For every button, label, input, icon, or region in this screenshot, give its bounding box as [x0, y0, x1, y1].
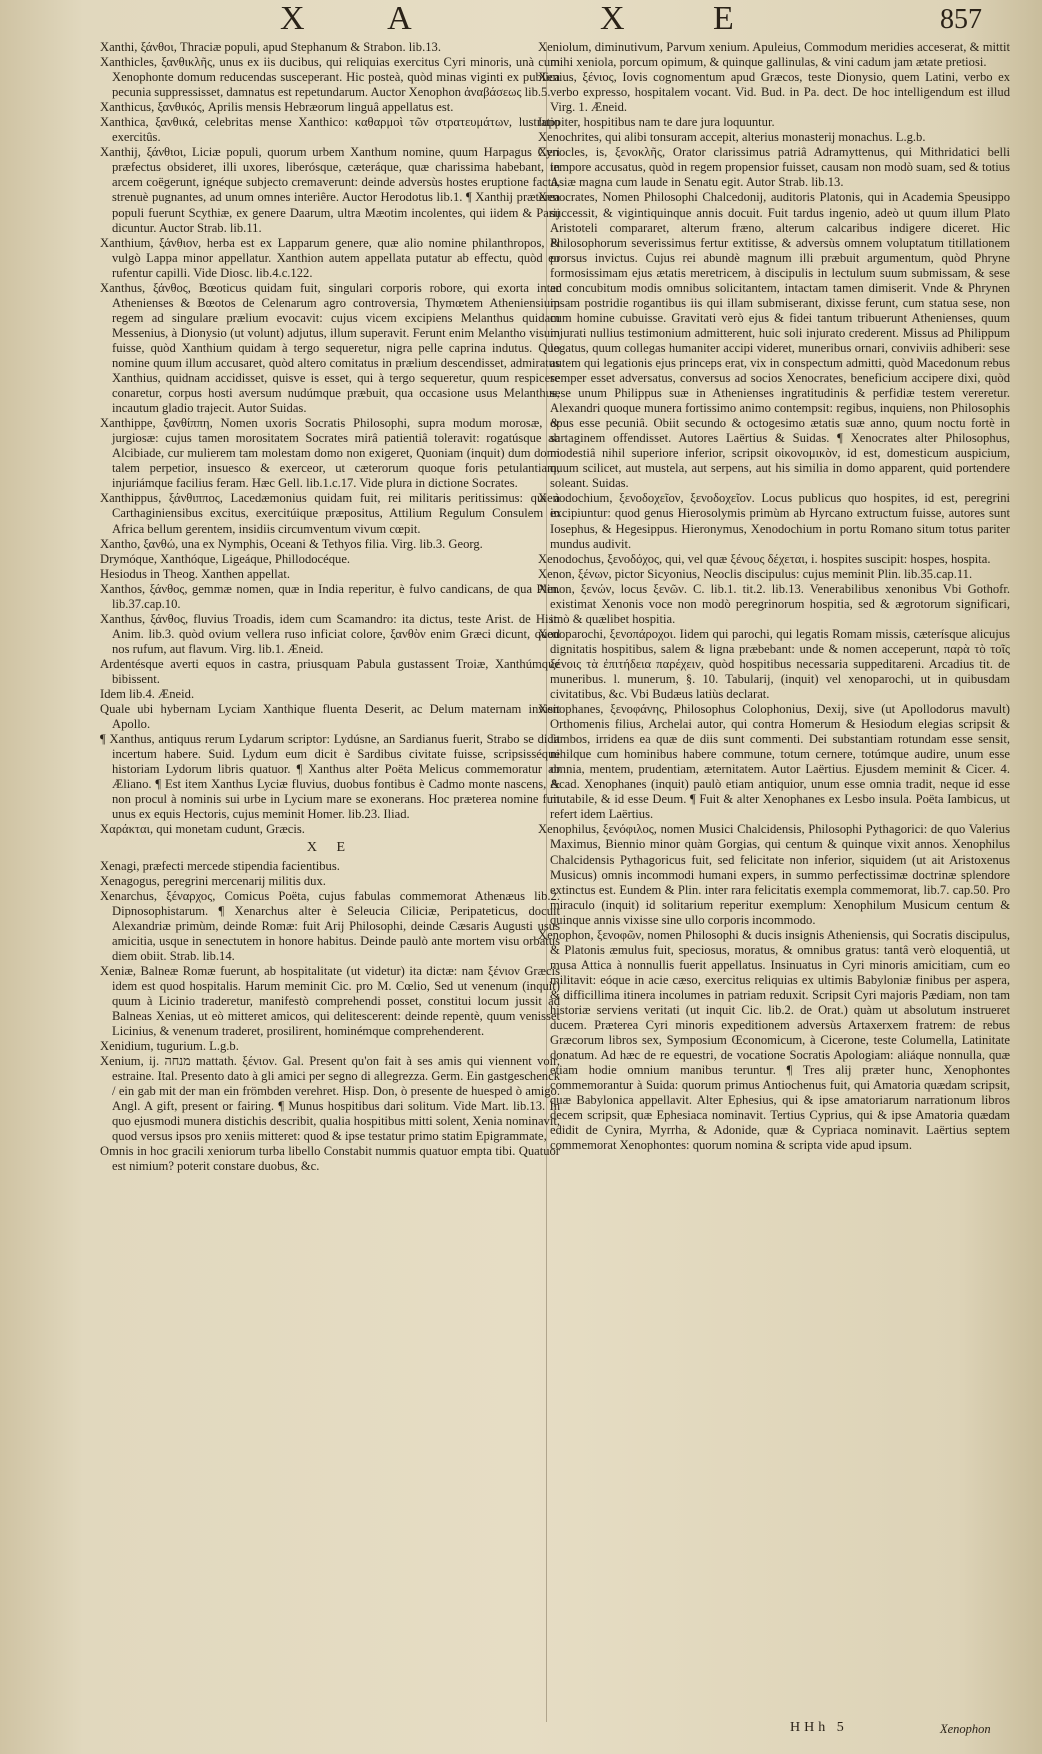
dictionary-entry: Xenon, ξένων, pictor Sicyonius, Neoclis discipulus: cujus meminit Plin. lib.35.cap.11. [538, 566, 973, 581]
dictionary-entry: Quale ubi hybernam Lyciam Xanthique fluenta Deserit, ac Delum maternam invisit Apollo. [100, 702, 560, 732]
dictionary-entry: Xenocrates, Nomen Philosophi Chalcedonij, auditoris Platonis, qui in Academia Speusippo successit, & vigintiquinque annis docuit. Fuit tardus ingenio, adeò ut quum illum Plato Aristoteli compararet, alterum fræno, alterum calcaribus indigere diceret. Hic Philosophorum severissimus fertur extitisse, & adversùs omnem voluptatum titillationem prorsus invictus. Cujus rei abundè magnum illi præbuit argumentum, quòd Phryne formosissimam ejus ætatis meretricem, à discipulis in lectulum suum submissam, & sese ad concubitum modis omnibus solicitantem, intactam tamen dimiserit. Vnde & Phrynen ipsam postridie rogantibus iis qui illam submiserant, dixisse ferunt, cum statua sese, non cum homine cubuisse. Gravitati verò ejus & fidei tantum tribuerunt Athenienses, quum injurati nullius testimonium admitterent, huic soli injurato crederent. Missus ad Philippum legatus, quum collegas humaniter accipi videret, muneribus ornari, conviviis adhiberi: sese autem qui legationis ejus princeps erat, vix in conspectum admitti, quòd Macedonum rebus semper esset adversatus, conversus ad socios Xenocrates, beneficium accipere dixi, quòd sese unum Philippus suæ in Athenienses ingratitudinis & perfidiæ testem vereretur. Alexandri quoque munera fortissimo animo contempsit: regibus, inquiens, non Philosophis opus esse pecuniâ. Obiit secundo & octogesimo ætatis suæ anno, quum noctu fortè in sartaginem offendisset. Autores Laërtius & Suidas. ¶ Xenocrates alter Philosophus, modestiâ nihil superiore inferior, scripsit οἰκονομικὸν, id est, domesticum auspicium, quum scilicet, aut mustela, aut serpens, aut his similia in domo apparent, quid portendere soleant. Suidas. [538, 190, 1010, 491]
dictionary-entry: Drymóque, Xanthóque, Ligeáque, Phillodocéque. [100, 551, 351, 566]
dictionary-entry: Xenoparochi, ξενοπάροχοι. Iidem qui parochi, qui legatis Romam missis, cæterísque alicujus dignitatis hospitibus, salem & ligna præbebant: unde & nomen acceperunt, παρὰ τὸ τοῖς ξένοις τὰ ἐπιτήδεια παρέχειν, quòd hospitibus necessaria suppeditareni. Arcadius tit. de muneribus. l. munerum, §. 10. Tabularij, (inquit) vel xenoparochi, ut in quibusdam civitatibus, &c. Vbi Budæus latiùs declarat. [538, 626, 1010, 702]
dictionary-entry: Idem lib.4. Æneid. [100, 687, 195, 702]
left-column [100, 40, 560, 1175]
running-head-left: X A [280, 0, 450, 37]
dictionary-entry: ¶ Xanthus, antiquus rerum Lydarum scriptor: Lydúsne, an Sardianus fuerit, Strabo se dicit incertum habere. Suid. Lydum eum dicit è Sardibus civitate fuisse, scripsisséque historiam Lydorum libris quatuor. ¶ Xanthus alter Poëta Melicus commemoratur ab Æliano. ¶ Est item Xanthus Lyciæ fluvius, duobus fontibus è Cadmo monte nascens, & non procul à nominis sui urbe in Lycium mare se exonerans. Hoc præterea nomine fuit unus ex equis Hectoris, cujus meminit Homer. lib.23. Iliad. [100, 732, 560, 822]
dictionary-entry: Xenagi, præfecti mercede stipendia facientibus. [100, 858, 340, 873]
dictionary-entry: Xanthus, ξάνθος, fluvius Troadis, idem cum Scamandro: ita dictus, teste Arist. de Hist. Anim. lib.3. quòd ovium vellera ruso inficiat colore, ξανθὸν enim Græci dicunt, quod nos rufum, aut flavum. Virg. lib.1. Æneid. [100, 611, 560, 656]
dictionary-entry: Xanthij, ξάνθιοι, Liciæ populi, quorum urbem Xanthum nomine, quum Harpagus Cyri præfectus obsideret, illi uxores, liberósque, cæteráque, quæ charissima habebant, in arcem coëgerunt, ignéque subjecto cremaverunt: deinde adversùs hostes eruptione facta, strenuè pugnantes, ad unum omnes interiêre. Auctor Herodotus lib.1. ¶ Xanthij præterea populi fuerunt Scythiæ, ex genere Daarum, ultra Mæotim incolentes, qui iidem & Parij dicuntur. Auctor Strab. lib.11. [100, 145, 560, 235]
section-heading: X E [306, 840, 354, 856]
page-number: 857 [940, 4, 982, 35]
dictionary-entry: Xenarchus, ξέναρχος, Comicus Poëta, cujus fabulas commemorat Athenæus lib.2. Dipnosophistarum. ¶ Xenarchus alter è Seleucia Ciliciæ, Peripateticus, docuit Alexandriæ primùm, deinde Romæ: fuit Arij Philosophi, deinde Cæsaris Augusti usus amicitia, usque in senectutem in honore habitus. Deinde paulò ante mortem visu orbatus diem obiit. Strab. lib.14. [100, 888, 560, 963]
dictionary-entry: Xanthicus, ξανθικός, Aprilis mensis Hebræorum linguâ appellatus est. [100, 100, 454, 115]
running-head-center: X E [600, 0, 774, 37]
dictionary-entry: Xanthicles, ξανθικλῆς, unus ex iis ducibus, qui reliquias exercitus Cyri minoris, unà cum Xenophonte domum reducendas susceperant. Hic posteà, quòd minas viginti ex publica pecunia suppressisset, damnatus est repetundarum. Auctor Xenophon ἀναβάσεως lib.5. [100, 55, 560, 100]
dictionary-entry: Xenon, ξενών, locus ξενῶν. C. lib.1. tit.2. lib.13. Venerabilibus xenonibus Vbi Gothofr. existimat Xenonis voce non modò peregrinorum hospitia, sed & ægrotorum significari, imò & quælibet hospitia. [538, 581, 1010, 626]
dictionary-entry: Xenophanes, ξενοφάνης, Philosophus Colophonius, Dexij, sive (ut Apollodorus mavult) Orthomenis filius, Archelai autor, qui contra Homerum & Hesiodum elegias scripsit & Iambos, irridens ea quæ de diis sunt commenti. Dei substantiam rotundam esse sensit, nihilque cum hominibus habere commune, totum cernere, totúmque audire, unum esse omnia, mentem, prudentiam, æternitatem. Autor Laërtius. Ejusdem meminit & Cicer. 4. Acad. Xenophanes (inquit) paulò etiam antiquior, unum esse omnia tradit, neque id esse mutabile, & id esse Deum. ¶ Fuit & alter Xenophanes ex Lesbo insula. Poëta Iambicus, ut refert idem Laërtius. [538, 702, 1010, 822]
dictionary-entry: Xenocles, is, ξενοκλῆς, Orator clarissimus patriâ Adramyttenus, qui Mithridatici belli tempore accusatus, quòd in regem propensior fuisset, causam non modò suam, sed & totius Asiæ magna cum laude in Senatu egit. Autor Strab. lib.13. [538, 145, 1010, 190]
dictionary-entry: Xenophilus, ξενόφιλος, nomen Musici Chalcidensis, Philosophi Pythagorici: de quo Valerius Maximus, Biennio minor quàm Gorgias, qui centum & quinque vixit annos. Xenophilus Chalcidensis Pythagoricus fuit, sed felicitate non inferior, siquidem (ut ait Aristoxenus Musicus) omnis incommodi humani expers, in summo perfectissimæ doctrinæ splendore extinctus est. Eundem & Plin. inter rara felicitatis exempla commemorat, lib.7. cap.50. Pro miraculo (inquit) id solitarium reperitur exemplum: Xenophilum Musicum centum & quinque annis vixisse sine ullo corporis incommodo. [538, 822, 1010, 927]
dictionary-entry: Xanthica, ξανθικά, celebritas mense Xanthico: καθαρμοὶ τῶν στρατευμάτων, lustratio exercitûs. [100, 115, 560, 145]
dictionary-entry: Xanthium, ξάνθιον, herba est ex Lapparum genere, quæ alio nomine philanthropos, & vulgò Lappa minor appellatur. Xanthion autem appellata putatur ab effectu, quòd eo rufentur capilli. Vide Diosc. lib.4.c.122. [100, 235, 560, 280]
dictionary-entry: Xenodochium, ξενοδοχεῖον, ξενοδοχεῖον. Locus publicus quo hospites, id est, peregrini excipiuntur: quod genus Hierosolymis primùm ab Hyrcano extructum fuisse, autores sunt Iosephus, & Hegesippus. Hieronymus, Xenodochium in portu Romano situm totus pariter mundus audivit. [538, 491, 1010, 551]
dictionary-entry: Xenius, ξένιος, Iovis cognomentum apud Græcos, teste Dionysio, quem Latini, verbo ex verbo expresso, hospitalem vocant. Vid. Bud. in Pa. dect. De hoc intelligendum est illud Virg. 1. Æneid. [538, 70, 1010, 115]
signature-mark: HHh 5 [790, 1720, 848, 1735]
dictionary-entry: Xanthus, ξάνθος, Bœoticus quidam fuit, singulari corporis robore, qui exorta inter Athenienses & Bœotos de Celenarum agro controversia, Thymœtem Atheniensium regem ad singulare prælium evocavit: cujus vicem excipiens Melanthus quidam Messenius, à Dionysio (ut volunt) adjutus, illum superavit. Ferunt enim Melantho visum fuisse, quòd Xanthium quidam à tergo sequeretur, nigra pelle caprina indutus. Quo nomine quum illum accusaret, quòd altero comitatus in prælium descendisset, admiratus Xanthius, quidnam accidisset, quisve is esset, qui à tergo sequeretur, quum respicere conaretur, corpus hosti aversum nudúmque præbuit, qua occasione usus Melanthus, incautum gladio trajecit. Autor Suidas. [100, 280, 560, 416]
dictionary-entry: Ardentésque averti equos in castra, priusquam Pabula gustassent Troiæ, Xanthúmque bibissent. [100, 656, 560, 686]
running-head [0, 0, 1042, 40]
dictionary-entry: Xenochrites, qui alibi tonsuram accepit, alterius monasterij monachus. L.g.b. [538, 130, 926, 145]
dictionary-entry: Xenagogus, peregrini mercenarij militis dux. [100, 873, 326, 888]
dictionary-entry: Xenophon, ξενοφῶν, nomen Philosophi & ducis insignis Atheniensis, qui Socratis discipulus, & Platonis æmulus fuit, speciosus, moratus, & omnibus gratus: tantâ verò eloquentiâ, ut musa Attica à nonnullis fuerit appellatus. Insinuatus in Cyri minoris amicitiam, cum eo militavit: eóque in acie cæso, exercitus reliquias ex ultimis Babyloniæ finibus per aspera, & difficillima itinera incolumes in patriam reduxit. Scripsit Cyri majoris Pædiam, non tam historiæ serviens veritati (ut inquit Cic. lib.2. de Orat.) quàm ut absolutum instrueret ducem. Præterea Cyri minoris expeditionem adversùs Artaxerxem fratrem: de rebus Græcorum libros sex, Symposium Œconomicum, à Cicerone, teste Columella, Latinitate donatum. Ad hæc de re equestri, de vocatione Socratis Apologiam: aliáque nonnulla, quæ etiam hodie omnium manibus teruntur. ¶ Tres alij præter hunc, Xenophontes commemorantur à Suida: quorum primus Antiochenus fuit, qui Amatoria quædam scripsit, quæ Babylonica appellavit. Alter Ephesius, qui & ipse amatoriarum narrationum libros decem scripsit, quæ Ephesiaca nominavit. Tertius Cyprius, qui & ipse Amatoria quædam edidit de Cynira, Myrrha, & Adonide, quæ & Cypriaca nominavit. Laërtius septem commemorat Xenophontes: quorum nomina & scripta vide apud ipsum. [538, 927, 1010, 1153]
dictionary-entry: Χαράκται, qui monetam cudunt, Græcis. [100, 822, 305, 837]
dictionary-entry: Xanthippe, ξανθίππη, Nomen uxoris Socratis Philosophi, supra modum morosæ, & jurgiosæ: cujus tamen morositatem Socrates mirâ patientiâ toleravit: rogatúsque ab Alcibiade, cur mulierem tam molestam domo non exigeret, Quoniam (inquit) dum domi talem perpetior, insuesco & exerceor, ut cæterorum quoque foris petulantiam, injuriámque facilius feram. Hæc Gell. lib.1.c.17. Vide plura in dictione Socrates. [100, 416, 560, 491]
dictionary-entry: Xenium, ij. מנחה mattath. ξένιον. Gal. Present qu'on fait à ses amis qui viennent voir, estraine. Ital. Presento dato à gli amici per segno di allegrezza. Germ. Ein gastgeschenck / ein gab mit der man ein frömbden verehret. Hisp. Don, ò presente de huesped ò amigo. Angl. A gift, present or fairing. ¶ Munus hospitibus dari solitum. Vide Mart. lib.13. In quo ejusmodi munera distichis describit, qualia hospitibus mitti solent, Xenia nominavit, quod versus ipsos pro xeniis mitteret: quod & ipse testatur primo statim Epigrammate, [100, 1054, 561, 1144]
dictionary-entry: Hesiodus in Theog. Xanthen appellat. [100, 566, 291, 581]
catchword: Xenophon [940, 1722, 991, 1736]
dictionary-entry: Xanthos, ξάνθος, gemmæ nomen, quæ in India reperitur, è fulvo candicans, de qua Plin. lib.37.cap.10. [100, 581, 560, 611]
right-column [538, 40, 1010, 1153]
dictionary-entry: Omnis in hoc gracili xeniorum turba libello Constabit nummis quatuor empta tibi. Quatuor est nimium? poterit constare duobus, &c. [100, 1144, 560, 1174]
dictionary-entry: Xeniolum, diminutivum, Parvum xenium. Apuleius, Commodum meridies acceserat, & mittit mihi xeniola, porcum opimum, & quinque gallinulas, & vini cadum jam ætate pretiosi. [538, 40, 1010, 70]
dictionary-entry: Xanthippus, ξάνθιππος, Lacedæmonius quidam fuit, rei militaris peritissimus: qui à Carthaginiensibus excitus, exercitúique præpositus, Attilium Regulum Consulem in Africa bellum gerentem, insidiis circumventum vivum cœpit. [100, 491, 560, 536]
dictionary-entry: Xenodochus, ξενοδόχος, qui, vel quæ ξένους δέχεται, i. hospites suscipit: hospes, hospita. [538, 551, 991, 566]
dictionary-entry: Iuppiter, hospitibus nam te dare jura loquuntur. [538, 115, 775, 130]
dictionary-entry: Xenidium, tugurium. L.g.b. [100, 1039, 239, 1054]
dictionary-entry: Xeniæ, Balneæ Romæ fuerunt, ab hospitalitate (ut videtur) ita dictæ: nam ξένιον Græcis idem est quod hospitalis. Harum meminit Cic. pro M. Cœlio, Sed ut venenum (inquit) quum à Licinio traderetur, manifestò comprehendi posset, constitui locum jussit ad Balneas Xenias, ut eò mitteret amicos, qui delitescerent: deinde repentè, quum venisset Licinius, & venenum traderet, prosilirent, hominémque comprehenderent. [100, 963, 560, 1039]
dictionary-entry: Xanthi, ξάνθοι, Thraciæ populi, apud Stephanum & Strabon. lib.13. [100, 40, 441, 54]
dictionary-entry: Xantho, ξανθώ, una ex Nymphis, Oceani & Tethyos filia. Virg. lib.3. Georg. [100, 536, 483, 551]
